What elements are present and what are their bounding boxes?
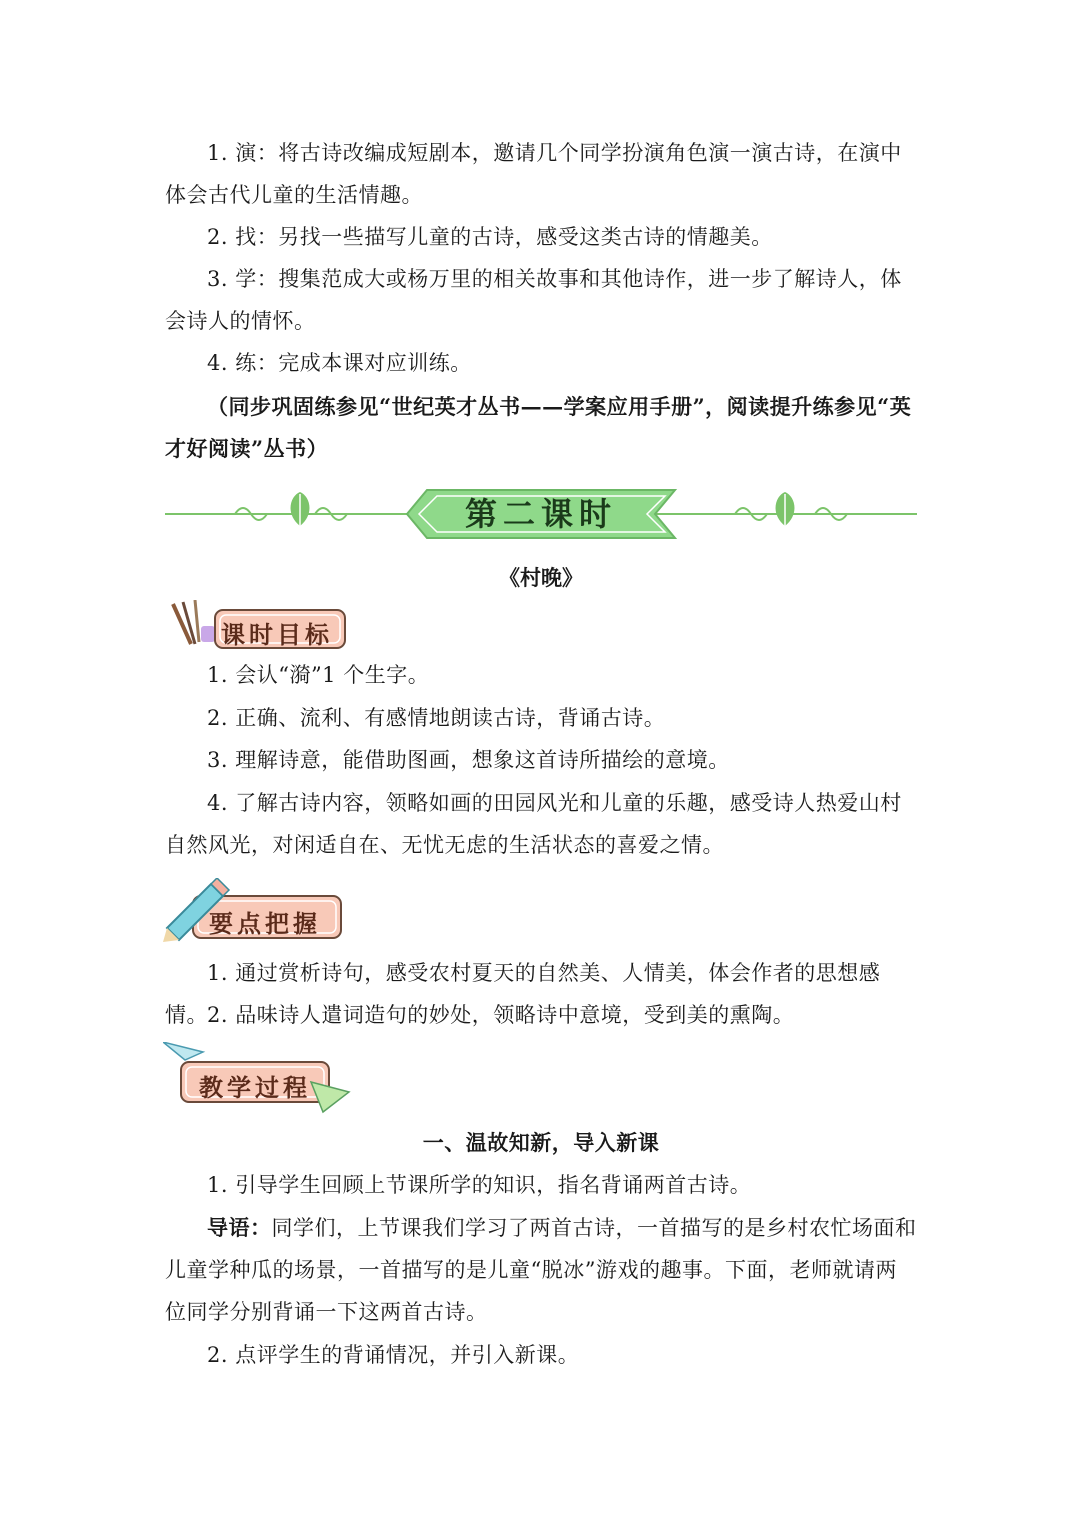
goal-item-4: 4. 了解古诗内容，领略如画的田园风光和儿童的乐趣，感受诗人热爱山村自然风光，对闲适自在、无忧无虑的生活状态的喜爱之情。 [165, 791, 902, 857]
activity-item-4: 4. 练：完成本课对应训练。 [207, 351, 472, 375]
intro-text: 同学们，上节课我们学习了两首古诗，一首描写的是乡村农忙场面和儿童学种瓜的场景，一首描写的是儿童“脱冰”游戏的趣事。下面，老师就请两位同学分别背诵一下这两首古诗。 [165, 1216, 917, 1324]
keypoints-tag-label: 要点把握 [209, 909, 321, 938]
process-heading: 一、温故知新，导入新课 [422, 1130, 660, 1155]
intro-paragraph [165, 1207, 917, 1333]
banner-title: 第二课时 [464, 495, 617, 533]
leaf-icon [291, 492, 310, 528]
process-item-2: 2. 点评学生的背诵情况，并引入新课。 [207, 1343, 580, 1367]
lesson-banner [165, 484, 917, 544]
goals-tag [165, 600, 355, 654]
process-tag [163, 1042, 353, 1114]
intro-label: 导语： [207, 1215, 272, 1240]
keypoint-item-2: 2. 品味诗人遣词造句的妙处，领略诗中意境，受到美的熏陶。 [207, 1003, 795, 1027]
brushes-icon [173, 600, 215, 644]
activity-item-2: 2. 找：另找一些描写儿童的古诗，感受这类古诗的情趣美。 [207, 225, 773, 249]
process-tag-label: 教学过程 [199, 1073, 311, 1102]
goal-item-1: 1. 会认“漪”1 个生字。 [207, 663, 430, 687]
reference-note: （同步巩固练参见“世纪英才丛书——学案应用手册”，阅读提升练参见“英才好阅读”丛书） [165, 394, 912, 461]
activity-item-3: 3. 学：搜集范成大或杨万里的相关故事和其他诗作，进一步了解诗人，体会诗人的情怀。 [165, 267, 902, 333]
activity-item-1: 1. 演：将古诗改编成短剧本，邀请几个同学扮演角色演一演古诗，在演中体会古代儿童的生活情趣。 [165, 141, 902, 207]
leaf-icon [776, 492, 795, 528]
goal-item-3: 3. 理解诗意，能借助图画，想象这首诗所描绘的意境。 [207, 748, 730, 772]
keypoint-item-1: 1. 通过赏析诗句，感受农村夏天的自然美、人情美，体会作者的思想感情。 [165, 961, 881, 1027]
process-item-1: 1. 引导学生回顾上节课所学的知识，指名背诵两首古诗。 [207, 1173, 752, 1197]
poem-title: 《村晚》 [499, 565, 583, 590]
goal-item-2: 2. 正确、流利、有感情地朗读古诗，背诵古诗。 [207, 706, 666, 730]
keypoints-tag [163, 878, 345, 942]
goals-tag-label: 课时目标 [221, 620, 333, 649]
